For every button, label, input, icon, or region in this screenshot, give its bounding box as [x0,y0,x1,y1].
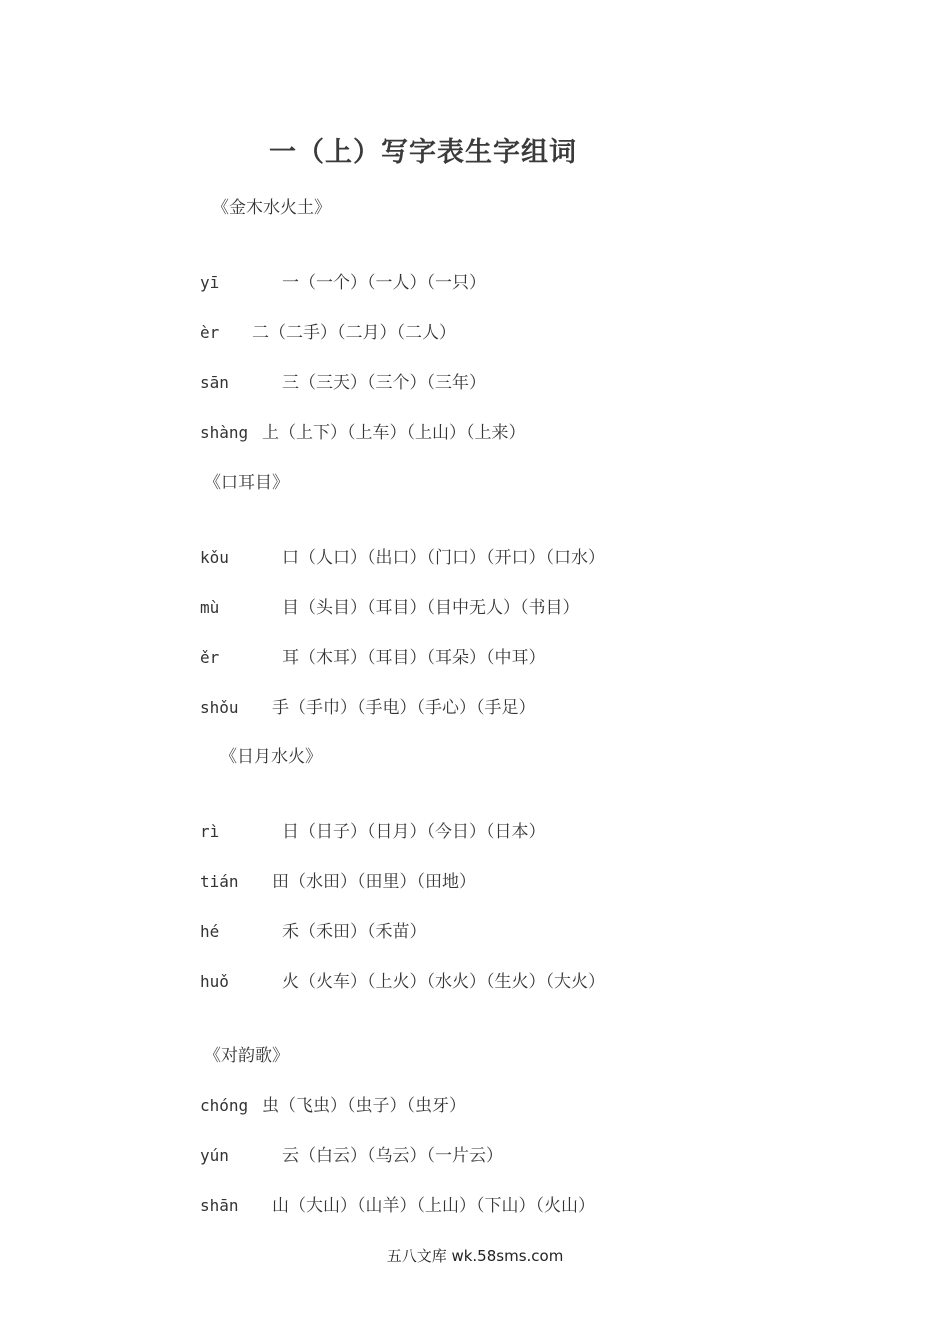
word-row [200,268,486,293]
word-group: 手（手巾）（手电）（手心）（手足） [272,698,536,718]
word-group: 云（白云）（乌云）（一片云） [282,1146,503,1166]
word-group: 目（头目）（耳目）（目中无人）（书目） [282,598,580,618]
word-group: 耳（木耳）（耳目）（耳朵）（中耳） [282,648,546,668]
word-group: 日（日子）（日月）（今日）（日本） [282,822,546,842]
pinyin: rì [200,822,220,841]
pinyin: shān [200,1196,239,1215]
word-row [200,1091,466,1116]
pinyin: shǒu [200,698,239,717]
word-row [200,643,546,668]
pinyin: tián [200,872,239,891]
word-row [200,817,546,842]
word-group: 田（水田）（田里）（田地） [272,872,476,892]
footer-watermark: 五八文库 wk.58sms.com [386,1247,564,1265]
section-heading: 《口耳目》 [204,473,289,493]
page-title: 一（上）写字表生字组词 [269,137,577,168]
word-row [200,693,536,718]
pinyin: huǒ [200,972,229,991]
pinyin: shàng [200,423,249,442]
word-group: 三（三天）（三个）（三年） [282,373,486,393]
pinyin: hé [200,922,220,941]
word-row [200,418,526,443]
pinyin: mù [200,598,220,617]
pinyin: yún [200,1146,229,1165]
pinyin: èr [200,323,220,342]
word-row [200,1191,595,1216]
pinyin: ěr [200,648,220,667]
word-group: 口（人口）（出口）（门口）（开口）（口水） [282,548,605,568]
word-group: 山（大山）（山羊）（上山）（下山）（火山） [272,1196,595,1216]
word-row [200,593,580,618]
word-row [200,368,486,393]
pinyin: sān [200,373,229,392]
word-group: 一（一个）（一人）（一只） [282,273,486,293]
section-heading: 《金木水火土》 [212,198,331,218]
pinyin: kǒu [200,548,229,567]
section-heading: 《对韵歌》 [204,1046,289,1066]
word-group: 虫（飞虫）（虫子）（虫牙） [262,1096,466,1116]
word-row [200,543,605,568]
word-group: 禾（禾田）（禾苗） [282,922,427,942]
pinyin: yī [200,273,220,292]
word-group: 二（二手）（二月）（二人） [252,323,456,343]
word-row [200,318,456,343]
word-row [200,917,427,942]
word-row [200,1141,503,1166]
section-heading: 《日月水火》 [220,747,322,767]
word-group: 火（火车）（上火）（水火）（生火）（大火） [282,972,605,992]
pinyin: chóng [200,1096,249,1115]
word-row [200,867,476,892]
word-group: 上（上下）（上车）（上山）（上来） [262,423,526,443]
word-row [200,967,605,992]
